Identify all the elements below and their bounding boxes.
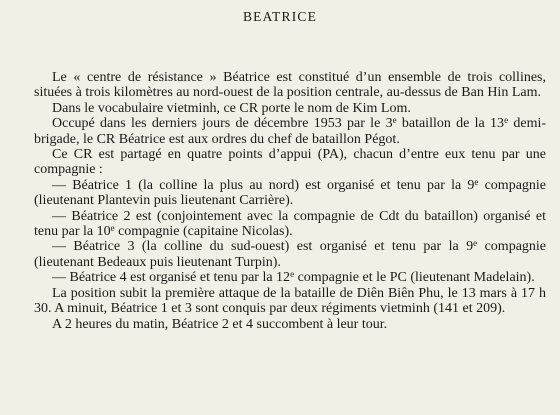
paragraph-4: Ce CR est partagé en quatre points d’appui (PA), chacun d’entre eux tenu par une compagnie :	[34, 147, 546, 178]
paragraph-9: La position subit la première attaque de la bataille de Diên Biên Phu, le 13 mars à 17 h 30. A minuit, Béatrice 1 et 3 sont conquis par deux régiments vietminh (141 et 209).	[34, 285, 546, 317]
paragraph-5: — Béatrice 1 (la colline la plus au nord) est organisé et tenu par la 9e compagnie (lieutenant Plantevin puis lieutenant Carrière).	[34, 176, 547, 209]
paragraph-7: — Béatrice 3 (la colline du sud-ouest) est organisé et tenu par la 9e compagnie (lieutenant Bedeaux puis lieutenant Turpin).	[34, 238, 547, 270]
paragraph-2: Dans le vocabulaire vietminh, ce CR porte le nom de Kim Lom.	[52, 100, 411, 116]
paragraph-1: Le « centre de résistance » Béatrice est constitué d’un ensemble de trois collines, situées à trois kilomètres au nord-ouest de la position centrale, au-dessus de Ban Hin Lam.	[34, 70, 546, 101]
paragraph-10: A 2 heures du matin, Béatrice 2 et 4 succombent à leur tour.	[52, 316, 388, 332]
paragraph-6: — Béatrice 2 est (conjointement avec la compagnie de Cdt du bataillon) organisé et tenu par la 10e compagnie (capitaine Nicolas).	[34, 208, 546, 240]
document-body	[34, 70, 546, 332]
paragraph-3: Occupé dans les derniers jours de décembre 1953 par le 3e bataillon de la 13e demi-brigade, le CR Béatrice est aux ordres du chef de bataillon Pégot.	[34, 115, 547, 147]
page-title: BEATRICE	[242, 9, 318, 24]
paragraph-8: — Béatrice 4 est organisé et tenu par la 12e compagnie et le PC (lieutenant Madelain).	[52, 269, 535, 286]
